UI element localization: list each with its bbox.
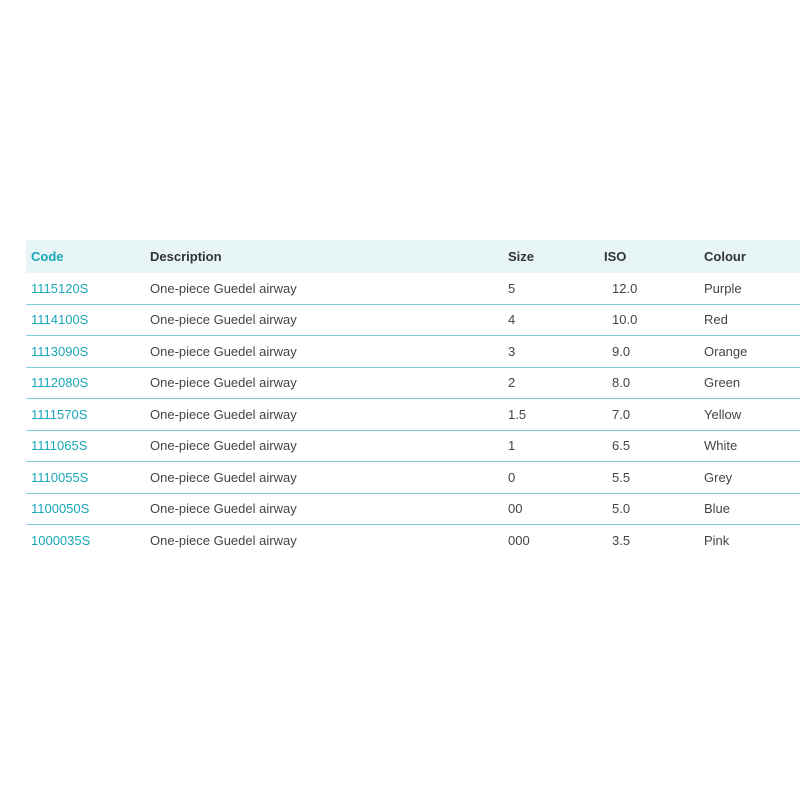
cell-description: One-piece Guedel airway bbox=[150, 501, 297, 517]
cell-colour: Blue bbox=[704, 501, 731, 517]
header-iso: ISO bbox=[604, 249, 627, 264]
cell-size: 000 bbox=[508, 532, 530, 548]
cell-description: One-piece Guedel airway bbox=[150, 375, 297, 391]
table-row bbox=[26, 305, 800, 337]
cell-code: 1110055S bbox=[31, 469, 89, 485]
cell-colour: Green bbox=[704, 375, 741, 391]
cell-code: 1100050S bbox=[31, 501, 90, 517]
header-colour: Colour bbox=[704, 249, 746, 264]
cell-code: 1000035S bbox=[31, 532, 91, 548]
table-header bbox=[26, 240, 800, 273]
cell-colour: Orange bbox=[704, 343, 748, 359]
cell-code: 1112080S bbox=[31, 375, 89, 391]
cell-iso: 8.0 bbox=[612, 375, 631, 391]
product-table bbox=[26, 240, 800, 556]
cell-description: One-piece Guedel airway bbox=[150, 280, 297, 296]
table-row bbox=[26, 494, 800, 526]
table-row bbox=[26, 336, 800, 368]
cell-colour: Pink bbox=[704, 532, 730, 548]
cell-size: 5 bbox=[508, 280, 516, 296]
cell-size: 1 bbox=[508, 438, 516, 454]
cell-code: 1114100S bbox=[31, 312, 89, 328]
cell-iso: 9.0 bbox=[612, 343, 631, 359]
cell-size: 3 bbox=[508, 343, 516, 359]
table-row bbox=[26, 525, 800, 556]
cell-size: 4 bbox=[508, 312, 516, 328]
cell-size: 2 bbox=[508, 375, 516, 391]
cell-description: One-piece Guedel airway bbox=[150, 406, 297, 422]
cell-iso: 10.0 bbox=[612, 312, 638, 328]
table-row bbox=[26, 368, 800, 400]
cell-colour: Purple bbox=[704, 280, 742, 296]
cell-description: One-piece Guedel airway bbox=[150, 438, 297, 454]
header-description: Description bbox=[150, 249, 222, 264]
cell-size: 00 bbox=[508, 501, 523, 517]
cell-code: 1113090S bbox=[31, 343, 89, 359]
header-code: Code bbox=[31, 249, 64, 264]
cell-size: 1.5 bbox=[508, 406, 527, 422]
cell-colour: Grey bbox=[704, 469, 733, 485]
cell-size: 0 bbox=[508, 469, 516, 485]
cell-colour: Yellow bbox=[704, 406, 742, 422]
cell-iso: 6.5 bbox=[612, 438, 631, 454]
cell-description: One-piece Guedel airway bbox=[150, 532, 297, 548]
cell-code: 1111570S bbox=[31, 406, 88, 422]
cell-colour: White bbox=[704, 438, 738, 454]
cell-iso: 3.5 bbox=[612, 532, 631, 548]
cell-iso: 12.0 bbox=[612, 280, 638, 296]
cell-iso: 5.0 bbox=[612, 501, 631, 517]
table-row bbox=[26, 399, 800, 431]
table-row bbox=[26, 462, 800, 494]
cell-code: 1115120S bbox=[31, 280, 89, 296]
table-row bbox=[26, 273, 800, 305]
cell-code: 1111065S bbox=[31, 438, 88, 454]
cell-iso: 5.5 bbox=[612, 469, 631, 485]
header-size: Size bbox=[508, 249, 535, 264]
cell-description: One-piece Guedel airway bbox=[150, 469, 297, 485]
cell-description: One-piece Guedel airway bbox=[150, 312, 297, 328]
cell-description: One-piece Guedel airway bbox=[150, 343, 297, 359]
cell-colour: Red bbox=[704, 312, 728, 328]
table-row bbox=[26, 431, 800, 463]
cell-iso: 7.0 bbox=[612, 406, 631, 422]
